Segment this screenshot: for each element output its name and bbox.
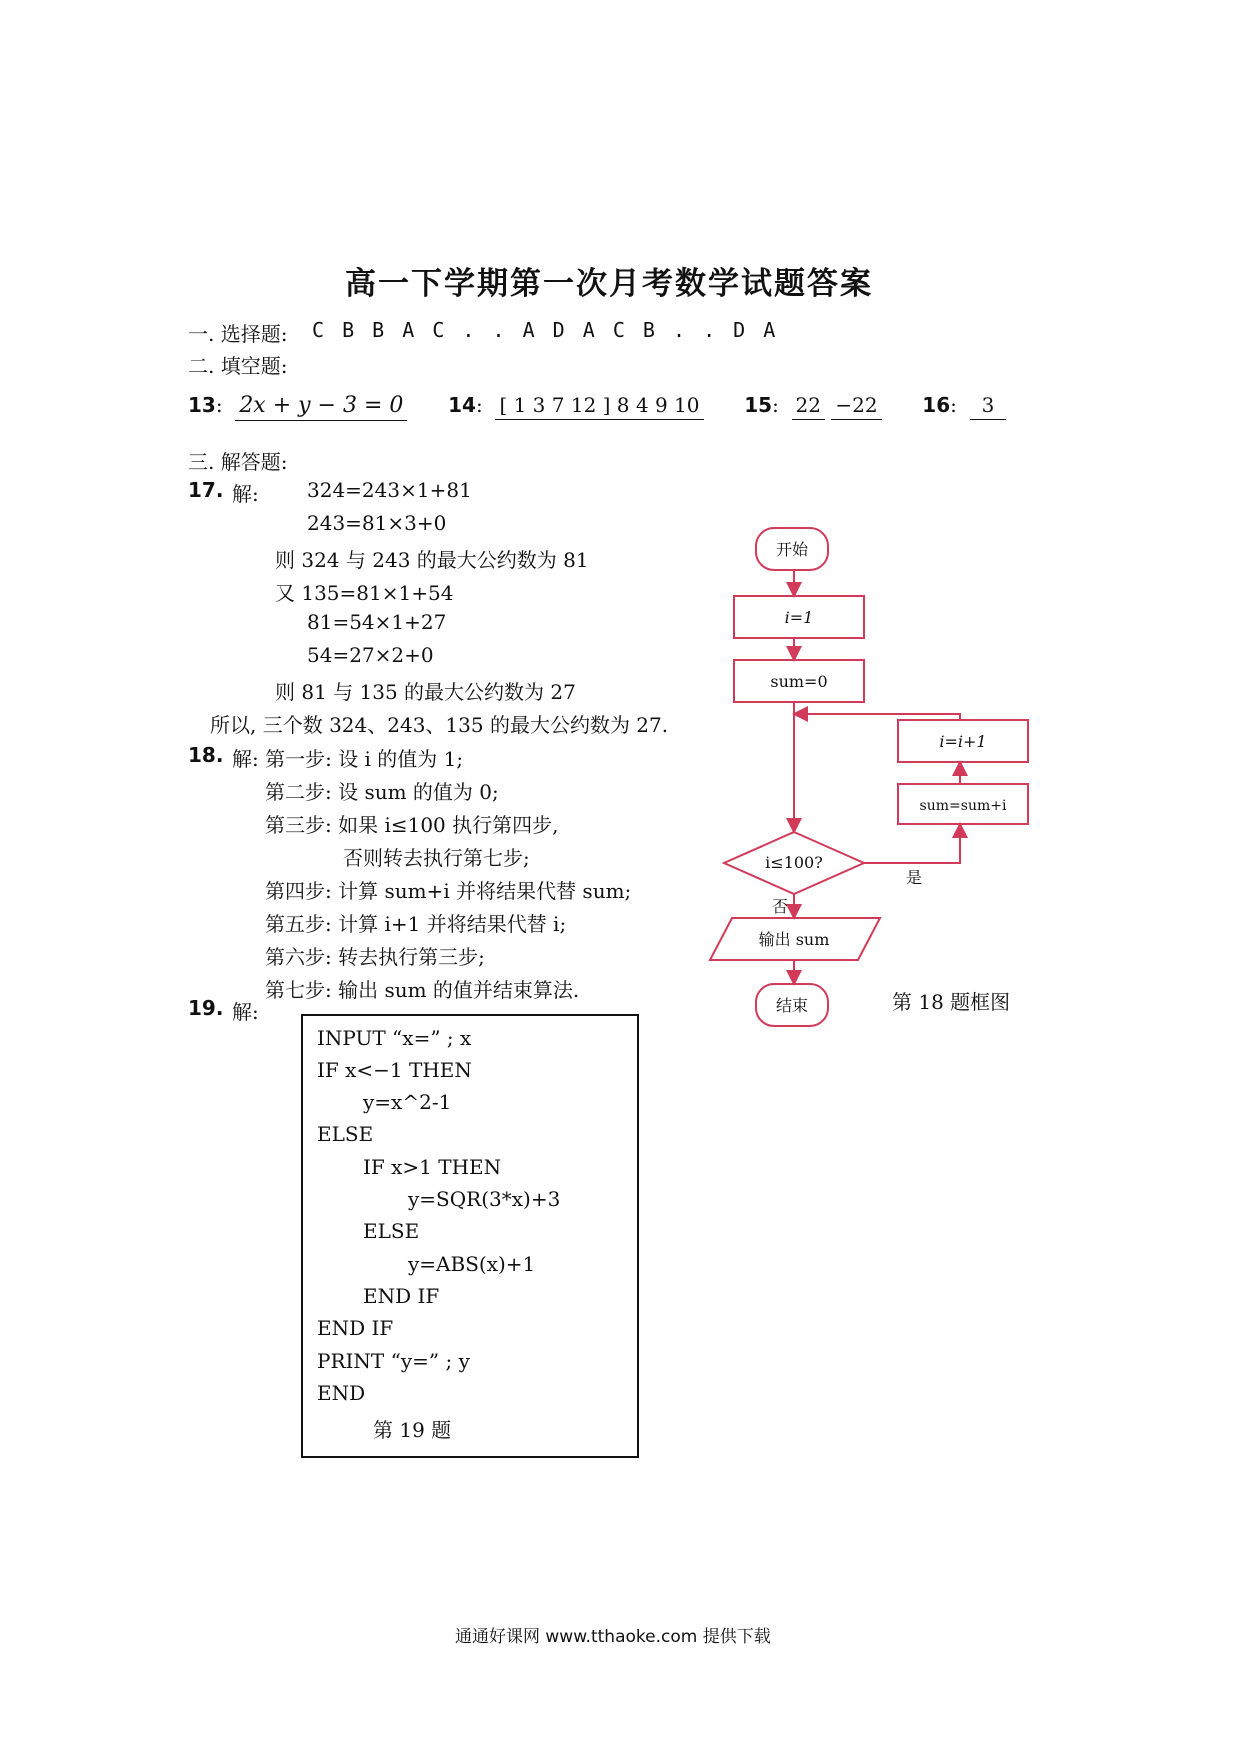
q17-line: 54=27×2+0	[307, 643, 434, 667]
init-i-label: i=1	[784, 608, 814, 627]
code-line: ELSE	[363, 1219, 420, 1243]
flowchart-q18	[700, 520, 1040, 1040]
section-solution-label: 三. 解答题:	[188, 450, 288, 474]
code-line: INPUT “x=” ; x	[317, 1026, 472, 1050]
q13-number: 13	[188, 393, 216, 417]
add-sum-label: sum=sum+i	[919, 798, 1007, 814]
q17-line: 则 81 与 135 的最大公约数为 27	[275, 680, 576, 704]
page-title: 高一下学期第一次月考数学试题答案	[345, 266, 873, 302]
code-line: IF x>1 THEN	[363, 1155, 502, 1179]
q15-answer-a: 22	[792, 393, 825, 420]
q17-line: 243=81×3+0	[307, 511, 447, 535]
q17-line: 又 135=81×1+54	[275, 581, 454, 605]
section-fill-label: 二. 填空题:	[188, 354, 288, 378]
q19-jie: 解:	[232, 1000, 259, 1024]
footer-credit: 通通好课网 www.tthaoke.com 提供下载	[455, 1627, 771, 1647]
q18-step: 第二步: 设 sum 的值为 0;	[265, 780, 499, 804]
code-line: PRINT “y=” ; y	[317, 1349, 470, 1373]
code-caption: 第 19 题	[373, 1418, 452, 1442]
q18-step: 解: 第一步: 设 i 的值为 1;	[232, 747, 464, 771]
q19-code-box	[301, 1014, 639, 1458]
code-line: y=ABS(x)+1	[408, 1252, 536, 1276]
q17-line: 81=54×1+27	[307, 610, 447, 634]
inc-i-label: i=i+1	[939, 732, 987, 751]
q18-step: 第四步: 计算 sum+i 并将结果代替 sum;	[265, 879, 632, 903]
start-label: 开始	[775, 540, 809, 559]
condition-label: i≤100?	[765, 853, 823, 872]
q15-number: 15	[744, 393, 773, 417]
no-label: 否	[771, 897, 789, 916]
q18-number: 18.	[188, 743, 224, 767]
yes-label: 是	[905, 868, 923, 887]
code-line: END IF	[317, 1316, 394, 1340]
output-label: 输出 sum	[758, 930, 830, 949]
init-sum-label: sum=0	[770, 672, 828, 691]
end-label: 结束	[775, 996, 809, 1015]
q17-conclusion: 所以, 三个数 324、243、135 的最大公约数为 27.	[210, 713, 669, 737]
q17-jie: 解:	[232, 482, 259, 506]
q13-answer: 2x + y − 3 = 0	[235, 393, 407, 421]
flowchart-caption: 第 18 题框图	[892, 990, 1011, 1014]
code-line: END	[317, 1381, 366, 1405]
q18-step: 否则转去执行第七步;	[343, 846, 530, 870]
section-choice-label: 一. 选择题:	[188, 322, 288, 346]
code-line: IF x<−1 THEN	[317, 1058, 472, 1082]
fill-answers-row: 13: 2x + y − 3 = 0 14: [ 1 3 7 12 ] 8 4 9 10 15: 22 −22 16: 3	[188, 393, 1006, 418]
q18-step: 第五步: 计算 i+1 并将结果代替 i;	[265, 912, 567, 936]
code-line: ELSE	[317, 1122, 374, 1146]
choice-answers: C B B A C . . A D A C B . . D A	[312, 318, 779, 342]
q17-line: 则 324 与 243 的最大公约数为 81	[275, 548, 589, 572]
q18-step: 第三步: 如果 i≤100 执行第四步,	[265, 813, 559, 837]
q17-number: 17.	[188, 478, 224, 502]
code-line: END IF	[363, 1284, 440, 1308]
code-line: y=SQR(3*x)+3	[408, 1187, 561, 1211]
q19-number: 19.	[188, 996, 224, 1020]
q18-step: 第六步: 转去执行第三步;	[265, 945, 485, 969]
q15-answer-b: −22	[831, 393, 881, 420]
q16-number: 16	[922, 393, 951, 417]
q17-line: 324=243×1+81	[307, 478, 472, 502]
code-line: y=x^2-1	[363, 1090, 452, 1114]
q14-answer: [ 1 3 7 12 ] 8 4 9 10	[495, 393, 703, 420]
q16-answer: 3	[970, 393, 1007, 420]
q18-step: 第七步: 输出 sum 的值并结束算法.	[265, 978, 580, 1002]
q14-number: 14	[448, 393, 476, 417]
